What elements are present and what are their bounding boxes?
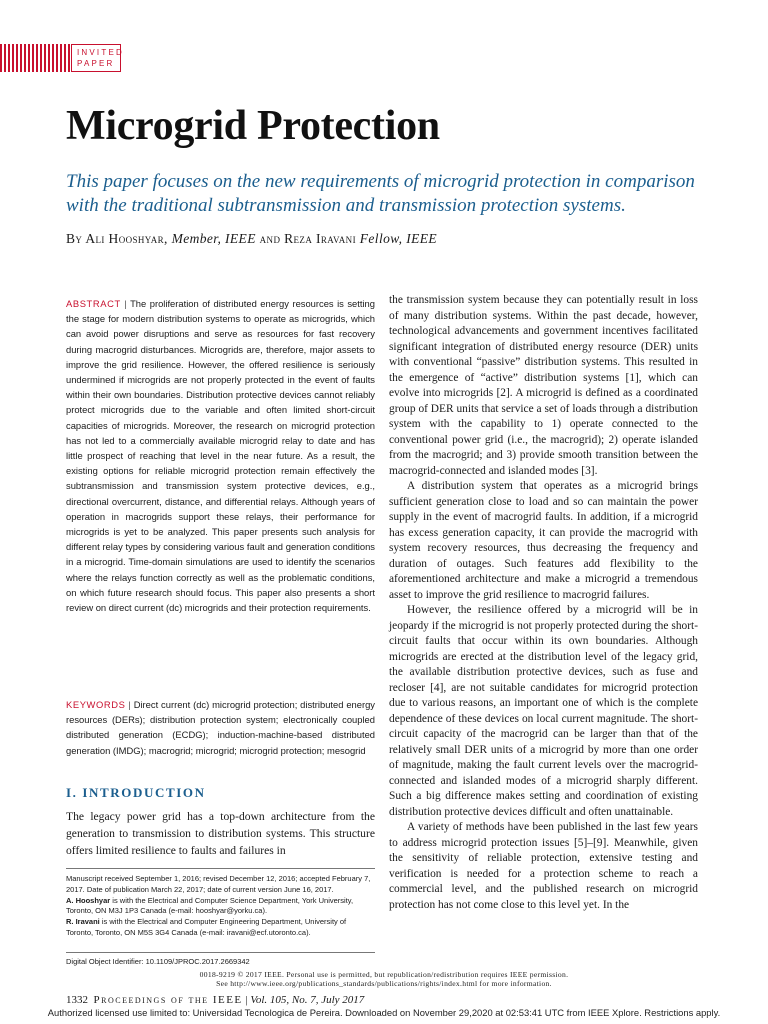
- license-notice: Authorized licensed use limited to: Universidad Tecnologica de Pereira. Downloaded on November 29,2020 at 02:53:41 UTC from IEEE Xplore. Restrictions apply.: [47, 1007, 721, 1018]
- body-paragraph: However, the resilience offered by a microgrid will be in jeopardy if the microgrid is not properly protected during the short-circuit faults that occur within its own boundaries. Although microgrids are erected at the distribution level of the legacy grid, the available distribution protective devices, such as fuse and recloser [4], are not suitable candidates for microgrid protection due to various reasons, an important one of which is the complete dependence of these devices on local current magnitude. The short-circuit capacity of the macrogrid can be larger than that of the relatively small DER units of a microgrid by more than one order of magnitude, making the fault current levels over the macrogrid-connected and islanded modes of a microgrid sharply different. Such a big difference makes setting and coordination of existing distribution protective devices difficult and often unattainable.: [389, 604, 698, 818]
- copyright-line-1: 0018-9219 © 2017 IEEE. Personal use is permitted, but republication/redistribution requires IEEE permission.: [199, 970, 569, 979]
- footnote-author-1-text: is with the Electrical and Computer Science Department, York University, Toronto, ON M3J 1P3 Canada (e-mail: hooshyar@yorku.ca).: [66, 895, 354, 916]
- footnote-author-1: [66, 896, 375, 918]
- doi: Digital Object Identifier: 10.1109/JPROC.2017.2669342: [66, 957, 250, 966]
- abstract-text: The proliferation of distributed energy resources is setting the stage for modern distribution systems to operate as microgrids, which can avoid power disruptions and serve as resources for fast recovery during macrogrid disturbances. Microgrids are, therefore, major assets to improve the grid resilience. However, the offered resilience is seriously undermined if microgrids are not properly protected in the event of faults within their own boundaries. Distribution protective devices cannot reliably protect microgrids due to the variable and often limited short-circuit capacities of microgrids. Moreover, the research on microgrid protection has not led to a commercially available microgrid relay to date and has little prospect of reaching that level in the near future. As a result, the existing options for reliable microgrid protection remain effectively the subtransmission and transmission system protective devices, e.g., directional overcurrent, distance, and differential relays. Although years of operation in macrogrids support these relays, their performance for microgrids is yet to be analyzed. This paper presents such analysis for different relay types by considering various fault and generation conditions in a microgrid. Time-domain simulations are used to identify the scenarios where the relays function correctly as well as the problematic conditions, on which future research should focus. This paper also presents a short review on direct current (dc) microgrids and their protection requirements.: [66, 298, 375, 614]
- badge-line-1: INVITED: [77, 48, 124, 57]
- section-title: INTRODUCTION: [82, 785, 206, 800]
- footnote-author-2-name: R. Iravani: [66, 917, 100, 927]
- keywords-label: KEYWORDS: [66, 699, 126, 710]
- byline-authors-2: and Reza Iravani: [259, 231, 356, 246]
- page-info-separator: |: [245, 994, 248, 1006]
- intro-paragraph-left: The legacy power grid has a top-down architecture from the generation to transmission to distribution systems. This structure offers limited resilience to faults and failures in: [66, 810, 375, 857]
- page-info: [66, 994, 364, 1006]
- badge-stripes: [0, 44, 70, 72]
- byline-fellowship: Fellow, IEEE: [359, 231, 438, 246]
- keywords-separator: |: [128, 699, 131, 710]
- journal-name: Proceedings of the IEEE: [93, 994, 243, 1006]
- abstract: [66, 296, 375, 615]
- footnote-divider: [66, 868, 375, 869]
- volume-info: Vol. 105, No. 7, July 2017: [250, 994, 365, 1006]
- footnote-author-2-text: is with the Electrical and Computer Engineering Department, University of Toronto, Toronto, ON M5S 3G4 Canada (e-mail: iravani@ecf.utoronto.ca).: [66, 917, 347, 937]
- page-number: 1332: [66, 994, 88, 1006]
- abstract-label: ABSTRACT: [66, 298, 121, 309]
- copyright-notice: [0, 970, 768, 988]
- footnote-author-2: [66, 917, 375, 939]
- footnotes: [66, 874, 375, 939]
- keywords-text: Direct current (dc) microgrid protection; distributed energy resources (DERs); distribution protection system; electronically coupled distributed generation (ECDG); induction-machine-based distributed generation (IMDG); macrogrid; microgrid; microgrid protection; mesogrid: [66, 699, 375, 756]
- right-column: [389, 293, 698, 913]
- byline-membership: Member, IEEE: [171, 231, 256, 246]
- author-byline: [66, 231, 437, 247]
- section-number: I.: [66, 785, 78, 800]
- section-heading: [66, 785, 206, 801]
- paper-title: Microgrid Protection: [66, 103, 440, 149]
- footnote-received: Manuscript received September 1, 2016; revised December 12, 2016; accepted February 7, 2017. Date of publication March 22, 2017; date of current version June 16, 2017.: [66, 874, 371, 894]
- body-paragraph: A variety of methods have been published in the last few years to address microgrid protection issues [5]–[9]. Meanwhile, given the sensitivity of reliable protection, extensive testing and verification is needed for a protection scheme to reach a commercial level, and the published research on microgrid protection has not come close to this level yet. In the: [389, 821, 698, 911]
- invited-paper-badge: [71, 44, 124, 72]
- keywords: [66, 697, 375, 758]
- doi-divider: [66, 952, 375, 953]
- copyright-line-2: See http://www.ieee.org/publications_standards/publications/rights/index.html for more information.: [216, 979, 552, 988]
- abstract-separator: |: [124, 298, 127, 309]
- badge-line-2: PAPER: [77, 59, 115, 68]
- body-paragraph: the transmission system because they can potentially result in loss of many distribution systems. Within the past decade, however, technological advancements and government incentives facilitated significant integration of distributed energy resource (DER) units with conventional “passive” distribution systems. This resulted in the emergence of “active” distribution systems [1], which can evolve into microgrids [2]. A microgrid is defined as a coordinated group of DER units that service a set of loads through a distribution system with the capability to 1) operate connected to the conventional power grid (i.e., the macrogrid); 2) operate islanded from the macrogrid; and 3) provide smooth transition between the macrogrid-connected and islanded modes [3].: [389, 294, 698, 477]
- footnote-author-1-name: A. Hooshyar: [66, 895, 111, 905]
- body-paragraph: A distribution system that operates as a microgrid brings sufficient generation close to load and so can maintain the power supply in the event of macrogrid faults. In addition, if a microgrid has excess generation capacity, it can provide the macrogrid with system recovery resources, thus decreasing the frequency and duration of outages. Such features add flexibility to the aforementioned architecture and make a microgrid a tremendous asset to improve the grid resilience to macrogrid failures.: [389, 480, 698, 601]
- byline-authors-1: By Ali Hooshyar,: [66, 231, 168, 246]
- paper-subtitle: This paper focuses on the new requirements of microgrid protection in comparison with the traditional subtransmission and transmission protection systems.: [66, 171, 695, 216]
